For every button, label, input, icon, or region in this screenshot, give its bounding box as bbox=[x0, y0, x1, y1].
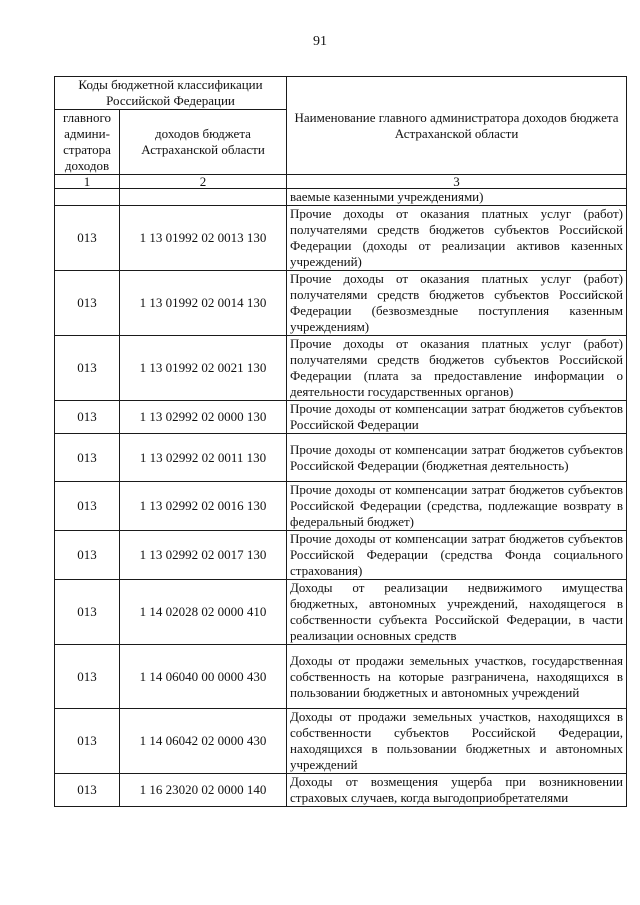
admin-cell: 013 bbox=[55, 206, 120, 271]
table-row bbox=[55, 271, 627, 336]
name-cell: Прочие доходы от оказания платных услуг (работ) получателями средств бюджетов субъектов Российской Федерации (плата за предоставление информации о деятельности государственных органов) bbox=[287, 336, 627, 401]
name-cell: Прочие доходы от компенсации затрат бюджетов субъектов Российской Федерации (средства, подлежащие возврату в федеральный бюджет) bbox=[287, 482, 627, 531]
code-cell: 1 14 06042 02 0000 430 bbox=[120, 709, 287, 774]
admin-cell: 013 bbox=[55, 482, 120, 531]
name-cell: Доходы от продажи земельных участков, находящихся в собственности субъектов Российской Федерации, находящихся в пользовании бюджетных и автономных учреждений bbox=[287, 709, 627, 774]
code-cell: 1 13 01992 02 0021 130 bbox=[120, 336, 287, 401]
code-cell: 1 13 02992 02 0016 130 bbox=[120, 482, 287, 531]
table-row bbox=[55, 531, 627, 580]
admin-cell: 013 bbox=[55, 774, 120, 807]
name-cell: Доходы от продажи земельных участков, государственная собственность на которые разграничена, находящихся в пользовании бюджетных и автономных учреждений bbox=[287, 645, 627, 709]
name-cell: Доходы от реализации недвижимого имущества бюджетных, автономных учреждений, находящегося в собственности субъекта Российской Федерации, в части реализации основных средств bbox=[287, 580, 627, 645]
code-cell: 1 14 02028 02 0000 410 bbox=[120, 580, 287, 645]
header-admin-name: Наименование главного администратора доходов бюджета Астраханской области bbox=[287, 77, 627, 175]
admin-cell: 013 bbox=[55, 580, 120, 645]
admin-cell: 013 bbox=[55, 531, 120, 580]
code-cell: 1 13 02992 02 0017 130 bbox=[120, 531, 287, 580]
admin-cell: 013 bbox=[55, 271, 120, 336]
name-cell: Прочие доходы от оказания платных услуг (работ) получателями средств бюджетов субъектов Российской Федерации (безвозмездные поступления казенным учреждениям) bbox=[287, 271, 627, 336]
code-cell: 1 16 23020 02 0000 140 bbox=[120, 774, 287, 807]
code-cell: 1 13 02992 02 0000 130 bbox=[120, 401, 287, 434]
code-cell: 1 13 01992 02 0014 130 bbox=[120, 271, 287, 336]
admin-cell: 013 bbox=[55, 401, 120, 434]
table-row bbox=[55, 434, 627, 482]
table-row bbox=[55, 774, 627, 807]
name-cell: ваемые казенными учреждениями) bbox=[287, 189, 627, 206]
admin-cell bbox=[55, 189, 120, 206]
code-cell bbox=[120, 189, 287, 206]
column-number: 3 bbox=[287, 175, 627, 189]
name-cell: Прочие доходы от оказания платных услуг (работ) получателями средств бюджетов субъектов Российской Федерации (доходы от реализации активов казенных учреждений) bbox=[287, 206, 627, 271]
admin-cell: 013 bbox=[55, 709, 120, 774]
page-number: 91 bbox=[313, 34, 327, 49]
table-row bbox=[55, 336, 627, 401]
code-cell: 1 13 01992 02 0013 130 bbox=[120, 206, 287, 271]
budget-classification-table bbox=[54, 76, 627, 807]
header-group-codes: Коды бюджетной классификации Российской Федерации bbox=[55, 77, 287, 110]
admin-cell: 013 bbox=[55, 336, 120, 401]
header-revenue-code: доходов бюджета Астраханской области bbox=[120, 110, 287, 175]
code-cell: 1 14 06040 00 0000 430 bbox=[120, 645, 287, 709]
code-cell: 1 13 02992 02 0011 130 bbox=[120, 434, 287, 482]
name-cell: Доходы от возмещения ущерба при возникновении страховых случаев, когда выгодоприобретателями bbox=[287, 774, 627, 807]
column-number: 1 bbox=[55, 175, 120, 189]
table-row bbox=[55, 645, 627, 709]
name-cell: Прочие доходы от компенсации затрат бюджетов субъектов Российской Федерации (бюджетная деятельность) bbox=[287, 434, 627, 482]
table-row bbox=[55, 580, 627, 645]
name-cell: Прочие доходы от компенсации затрат бюджетов субъектов Российской Федерации bbox=[287, 401, 627, 434]
table-row bbox=[55, 401, 627, 434]
table-row bbox=[55, 206, 627, 271]
table-row-continuation bbox=[55, 189, 627, 206]
table-row bbox=[55, 482, 627, 531]
column-number: 2 bbox=[120, 175, 287, 189]
name-cell: Прочие доходы от компенсации затрат бюджетов субъектов Российской Федерации (средства Фонда социального страхования) bbox=[287, 531, 627, 580]
header-main-admin: главного админи-стратора доходов bbox=[55, 110, 120, 175]
admin-cell: 013 bbox=[55, 645, 120, 709]
admin-cell: 013 bbox=[55, 434, 120, 482]
table-row bbox=[55, 709, 627, 774]
